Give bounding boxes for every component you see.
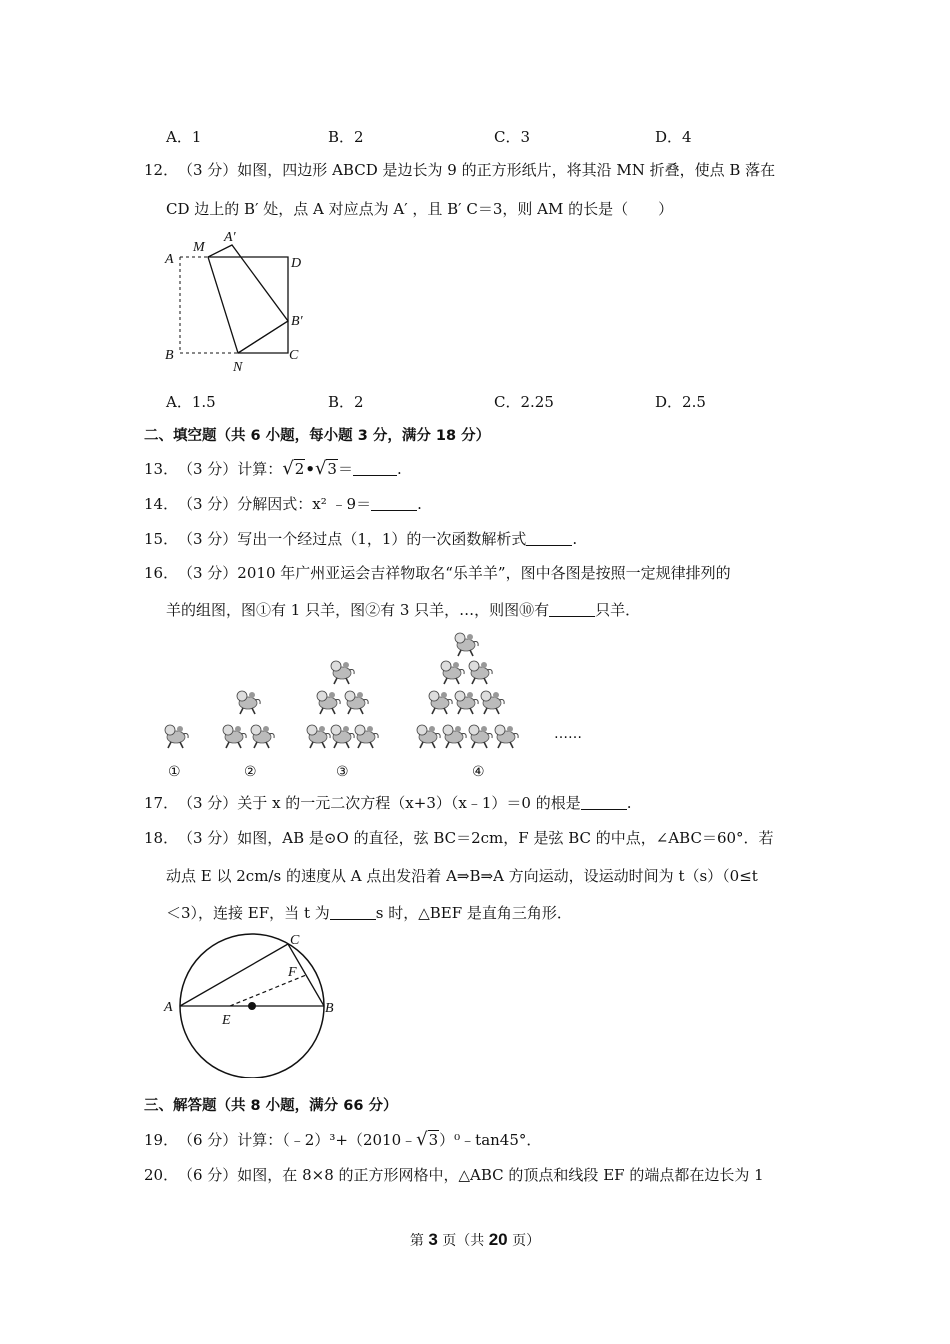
q11-option-d: D．4 <box>655 128 692 146</box>
folded-flap <box>208 245 288 353</box>
label-a1: A′ <box>224 230 236 245</box>
total-pages: 20 <box>488 1230 508 1249</box>
q19-radicand: 3 <box>428 1131 439 1149</box>
q16-sheep-figure <box>158 628 618 783</box>
q16-number: 16． <box>144 564 179 582</box>
q16-answer-blank <box>549 602 595 617</box>
q17-number: 17． <box>144 794 179 812</box>
page-number: 3 <box>428 1230 438 1249</box>
q20-line1: （6 分）如图，在 8×8 的正方形网格中，△ABC 的顶点和线段 EF 的端点都在边长为 1 <box>178 1166 764 1184</box>
q12-option-c: C．2.25 <box>494 393 554 411</box>
sheep-3-3 <box>345 691 368 714</box>
q14-line: （3 分）分解因式：x² ﹣9＝ . <box>178 495 422 513</box>
section2-heading: 二、填空题（共 6 小题，每小题 3 分，满分 18 分） <box>144 428 491 444</box>
q13-radicand-b: 3 <box>327 460 337 478</box>
q13-number: 13． <box>144 460 179 478</box>
q19-number: 19． <box>144 1131 179 1149</box>
q13-line: （3 分）计算：√2•√3＝ . <box>178 458 402 479</box>
label-m: M <box>193 240 205 255</box>
q14-answer-blank <box>371 496 417 511</box>
sheep-4-9 <box>469 725 492 748</box>
sheep-4-4 <box>429 691 452 714</box>
sheep-2-3 <box>251 725 274 748</box>
q18-number: 18． <box>144 829 179 847</box>
q17-line: （3 分）关于 x 的一元二次方程（x+3）（x﹣1）＝0 的根是 . <box>178 794 632 812</box>
sheep-4-5 <box>455 691 478 714</box>
figure-label-2: ② <box>244 764 257 780</box>
q18-line1: （3 分）如图，AB 是⊙O 的直径，弦 BC＝2cm，F 是弦 BC 的中点，∠ABC＝60°．若 <box>178 829 774 847</box>
sheep-3-1 <box>331 661 354 684</box>
label-d: D <box>291 256 302 271</box>
sheep-4-6 <box>481 691 504 714</box>
sheep-1-1 <box>165 725 188 748</box>
q13-text: （3 分）计算： <box>178 460 283 478</box>
sheep-4-2 <box>441 661 464 684</box>
q12-number: 12． <box>144 161 179 179</box>
figure-label-3: ③ <box>336 764 349 780</box>
q14-number: 14． <box>144 495 179 513</box>
label-n: N <box>233 360 243 375</box>
q19-line: （6 分）计算：（﹣2）³+（2010﹣√3）⁰﹣tan45°． <box>178 1129 542 1150</box>
sheep-4-7 <box>417 725 440 748</box>
label-b: B <box>325 1001 334 1016</box>
q16-line2: 羊的组图，图①有 1 只羊，图②有 3 只羊，…，则图⑩有 只羊． <box>166 601 641 619</box>
q15-line: （3 分）写出一个经过点（1，1）的一次函数解析式 . <box>178 530 578 548</box>
label-a: A <box>164 1000 173 1015</box>
sheep-2-1 <box>237 691 260 714</box>
q12-line2: CD 边上的 B′ 处，点 A 对应点为 A′ ，且 B′ C＝3，则 AM 的长是（ ） <box>166 200 674 218</box>
q12-option-d: D．2.5 <box>655 393 706 411</box>
q12-option-a: A．1.5 <box>166 393 216 411</box>
label-f: F <box>288 965 297 980</box>
page-footer: 第 3 页（共 20 页） <box>409 1230 541 1249</box>
sheep-3-6 <box>355 725 378 748</box>
q18-circle-figure <box>158 928 348 1078</box>
label-b1: B′ <box>291 314 303 329</box>
q11-option-c: C．3 <box>494 128 531 146</box>
section3-heading: 三、解答题（共 8 小题，满分 66 分） <box>144 1098 398 1114</box>
figure-label-1: ① <box>168 764 181 780</box>
label-c: C <box>289 348 299 363</box>
label-c: C <box>290 933 300 948</box>
q11-option-b: B．2 <box>328 128 364 146</box>
center-o <box>248 1002 256 1010</box>
ellipsis: …… <box>554 726 582 742</box>
q15-answer-blank <box>526 531 572 546</box>
label-e: E <box>222 1013 231 1028</box>
q13-answer-blank <box>353 461 397 476</box>
chord-ac <box>180 944 288 1006</box>
sheep-3-2 <box>317 691 340 714</box>
q13-radicand-a: 2 <box>294 460 305 478</box>
q15-number: 15． <box>144 530 179 548</box>
q18-line2: 动点 E 以 2cm/s 的速度从 A 点出发沿着 A⇒B⇒A 方向运动，设运动时间为 t（s）（0≤t <box>166 867 758 885</box>
sheep-4-10 <box>495 725 518 748</box>
q18-answer-blank <box>330 905 376 920</box>
q12-option-b: B．2 <box>328 393 364 411</box>
q18-line3: ＜3），连接 EF，当 t 为 s 时，△BEF 是直角三角形． <box>166 904 572 922</box>
sheep-4-8 <box>443 725 466 748</box>
sheep-3-5 <box>331 725 354 748</box>
q12-line1: （3 分）如图，四边形 ABCD 是边长为 9 的正方形纸片，将其沿 MN 折叠，使点 B 落在 <box>178 161 776 179</box>
q11-option-a: A．1 <box>166 128 202 146</box>
label-a: A <box>165 252 174 267</box>
sheep-4-3 <box>469 661 492 684</box>
sheep-2-2 <box>223 725 246 748</box>
label-b: B <box>165 348 174 363</box>
q17-answer-blank <box>581 795 627 810</box>
sheep-3-4 <box>307 725 330 748</box>
q16-line1: （3 分）2010 年广州亚运会吉祥物取名“乐羊羊”，图中各图是按照一定规律排列的 <box>178 564 731 582</box>
sheep-4-1 <box>455 633 478 656</box>
segment-nb1 <box>238 321 288 353</box>
figure-label-4: ④ <box>472 764 485 780</box>
q12-figure <box>160 225 310 375</box>
q20-number: 20． <box>144 1166 179 1184</box>
